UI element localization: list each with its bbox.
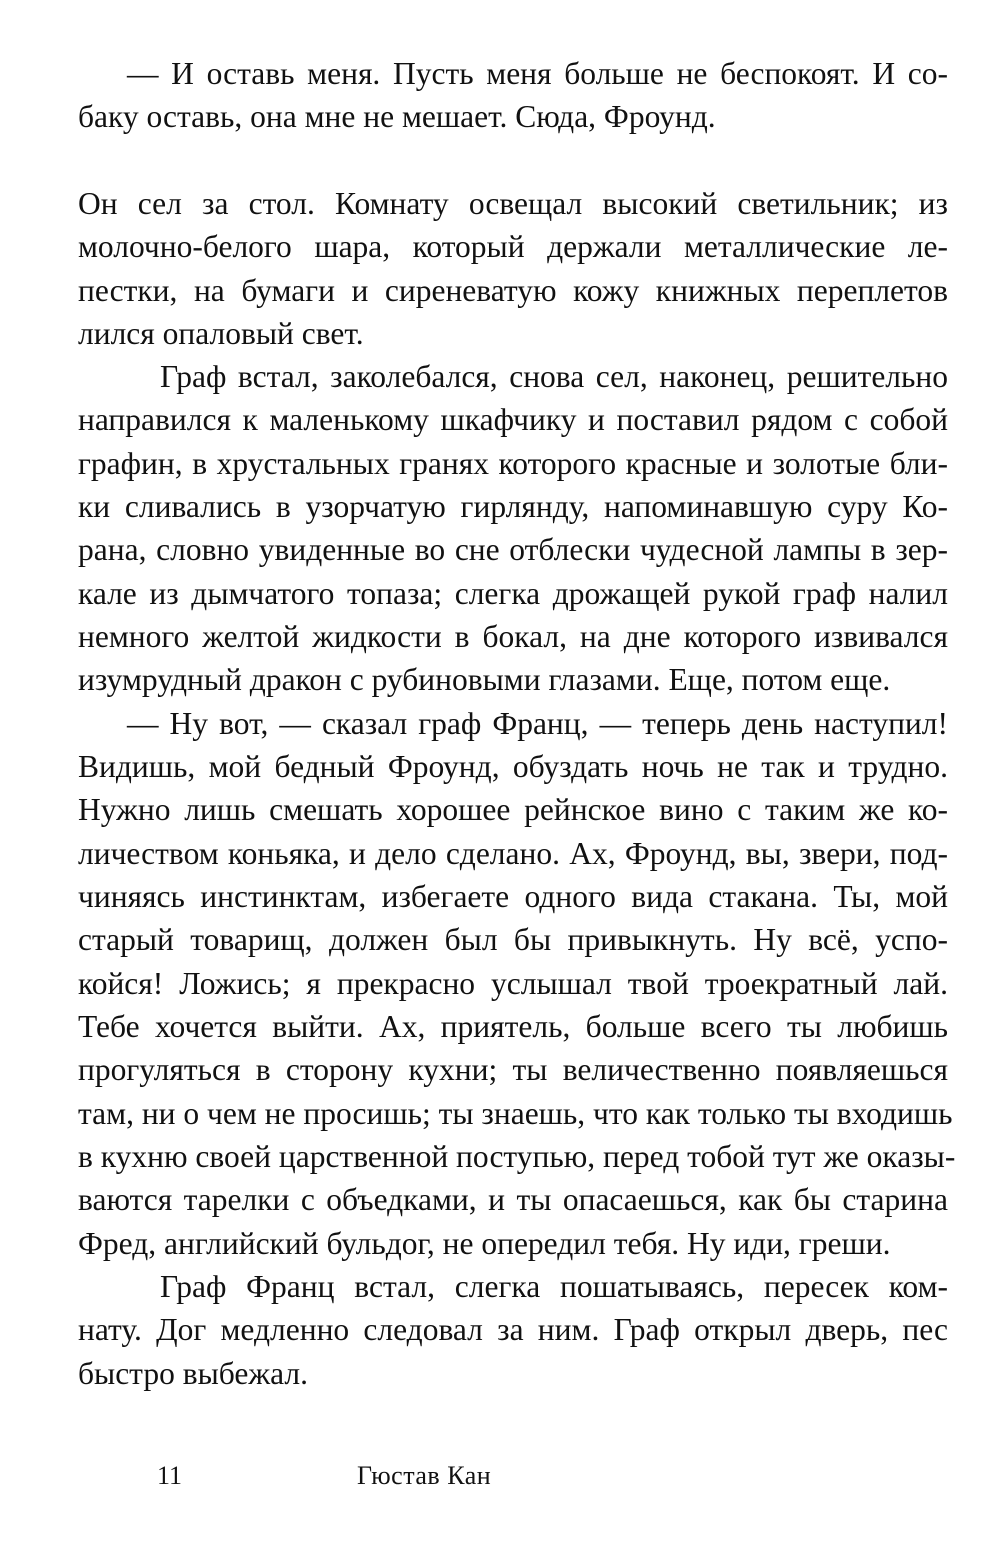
text-line: Фред, английский бульдог, не опередил тебя. Ну иди, греши. bbox=[78, 1226, 891, 1261]
page-number: 11 bbox=[157, 1461, 183, 1490]
text-line: старый товарищ, должен был бы привыкнуть. Ну всё, успо- bbox=[78, 922, 948, 957]
text-line: чиняясь инстинктам, избегаете одного вида стакана. Ты, мой bbox=[78, 879, 948, 914]
text-line: рана, словно увиденные во сне отблески чудесной лампы в зер- bbox=[78, 532, 948, 567]
text-line: Он сел за стол. Комнату освещал высокий светильник; из bbox=[78, 186, 948, 221]
text-line: немного желтой жидкости в бокал, на дне которого извивался bbox=[78, 619, 948, 654]
text-line: Видишь, мой бедный Фроунд, обуздать ночь не так и трудно. bbox=[78, 749, 948, 784]
text-line: быстро выбежал. bbox=[78, 1356, 308, 1391]
text-line: лился опаловый свет. bbox=[78, 316, 364, 351]
text-line: — И оставь меня. Пусть меня больше не беспокоят. И со- bbox=[127, 56, 948, 91]
text-line: баку оставь, она мне не мешает. Сюда, Фроунд. bbox=[78, 99, 716, 134]
text-line: молочно-белого шара, который держали металлические ле- bbox=[78, 229, 948, 264]
text-line: — Ну вот, — сказал граф Франц, — теперь день наступил! bbox=[127, 706, 948, 741]
text-line: направился к маленькому шкафчику и поставил рядом с собой bbox=[78, 402, 948, 437]
text-line: в кухню своей царственной поступью, перед тобой тут же оказы- bbox=[78, 1139, 956, 1174]
text-line: койся! Ложись; я прекрасно услышал твой троекратный лай. bbox=[78, 966, 948, 1001]
text-line: ваются тарелки с объедками, и ты опасаешься, как бы старина bbox=[78, 1182, 948, 1217]
text-line: там, ни о чем не просишь; ты знаешь, что как только ты входишь bbox=[78, 1096, 953, 1131]
text-line: Граф Франц встал, слегка пошатываясь, пересек ком- bbox=[160, 1269, 948, 1304]
text-line: нату. Дог медленно следовал за ним. Граф открыл дверь, пес bbox=[78, 1312, 948, 1347]
text-line: кале из дымчатого топаза; слегка дрожащей рукой граф налил bbox=[78, 576, 948, 611]
text-line: Граф встал, заколебался, снова сел, наконец, решительно bbox=[160, 359, 948, 394]
text-line: изумрудный дракон с рубиновыми глазами. Еще, потом еще. bbox=[78, 662, 891, 697]
text-line: прогуляться в сторону кухни; ты величественно появляешься bbox=[78, 1052, 948, 1087]
text-line: пестки, на бумаги и сиреневатую кожу книжных переплетов bbox=[78, 273, 948, 308]
running-footer-author: Гюстав Кан bbox=[357, 1461, 492, 1490]
text-line: графин, в хрустальных гранях которого красные и золотые бли- bbox=[78, 446, 948, 481]
text-line: личеством коньяка, и дело сделано. Ах, Фроунд, вы, звери, под- bbox=[78, 836, 948, 871]
text-line: ки сливались в узорчатую гирлянду, напоминавшую суру Ко- bbox=[78, 489, 948, 524]
text-line: Тебе хочется выйти. Ах, приятель, больше всего ты любишь bbox=[78, 1009, 948, 1044]
text-line: Нужно лишь смешать хорошее рейнское вино с таким же ко- bbox=[78, 792, 948, 827]
